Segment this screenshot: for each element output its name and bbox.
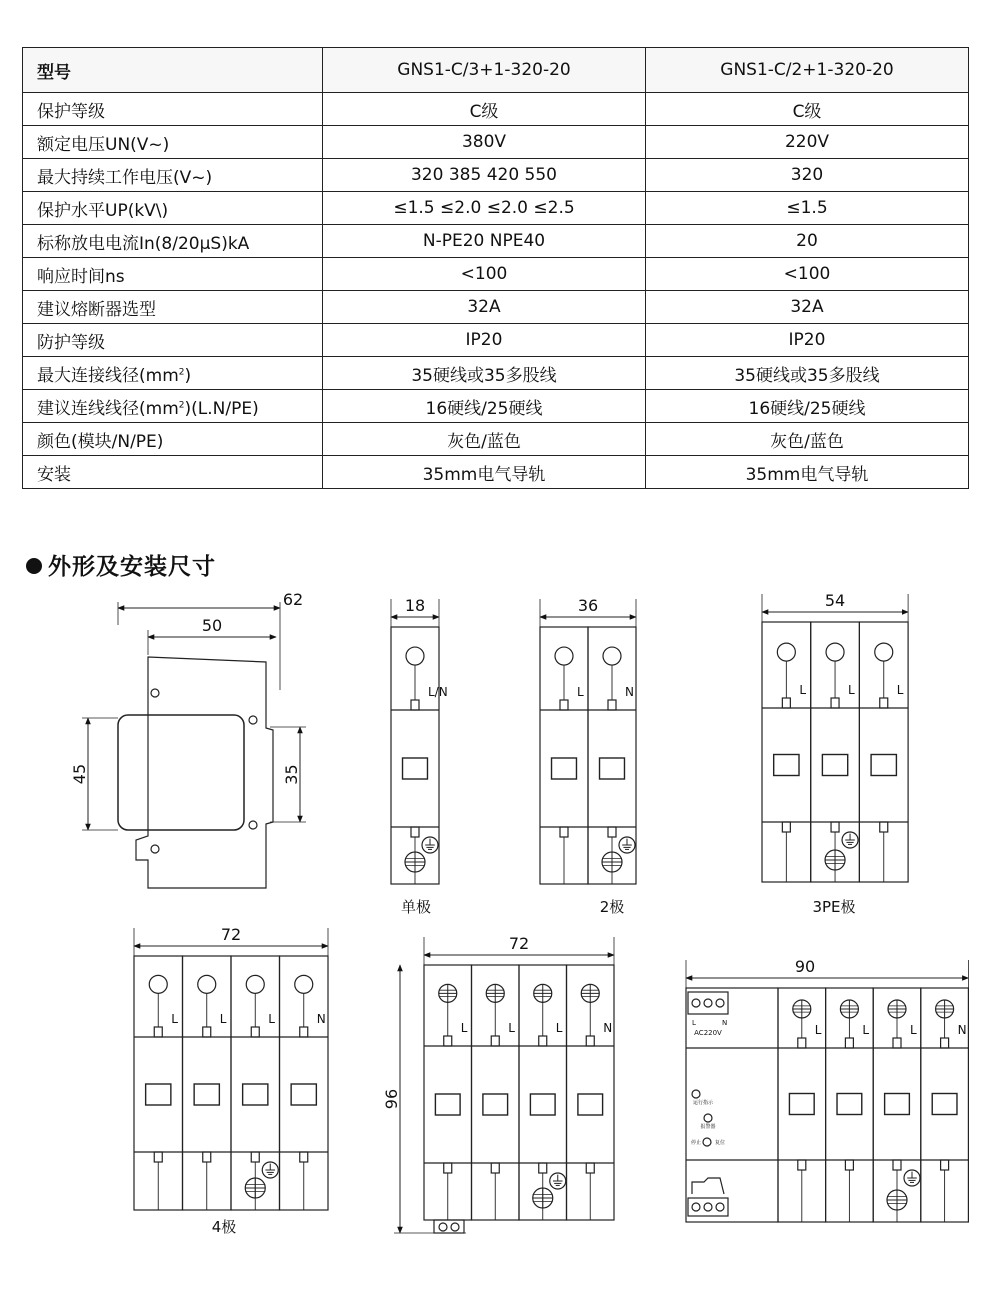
- terminal-label: L: [910, 1023, 917, 1037]
- side-view-drawing: [70, 590, 306, 888]
- header-model-label: 型号: [23, 48, 323, 93]
- terminal-label: L: [268, 1012, 275, 1026]
- module-n-label: N: [722, 1019, 728, 1027]
- row-value-2: 灰色/蓝色: [646, 423, 969, 456]
- row-label-text: ): [184, 365, 192, 386]
- row-value-2: <100: [646, 258, 969, 291]
- row-value-1: 灰色/蓝色: [323, 423, 646, 456]
- terminal-label: L: [555, 1021, 563, 1035]
- row-value-2: 20: [646, 225, 969, 258]
- row-label: 额定电压UN(V~): [23, 126, 323, 159]
- row-label: 安装: [23, 456, 323, 489]
- single-pole-drawing: [391, 596, 448, 916]
- row-value-1: 35mm电气导轨: [323, 456, 646, 489]
- row-value-1: 16硬线/25硬线: [323, 390, 646, 423]
- terminal-label: L: [848, 683, 855, 697]
- led-alarm-label: 报警器: [700, 1124, 716, 1130]
- row-label-text: 建议连线线径(mm: [37, 398, 179, 419]
- monitor-drawing: [686, 957, 968, 1222]
- row-label: 标称放电电流In(8/20μS)kA: [23, 225, 323, 258]
- row-label-text: )(L.N/PE): [184, 398, 259, 419]
- dim-side-body: 50: [201, 616, 223, 635]
- terminal-label: L/N: [428, 685, 448, 699]
- row-value-1: IP20: [323, 324, 646, 357]
- row-value-2: 16硬线/25硬线: [646, 390, 969, 423]
- row-label-text: 最大连接线径(mm: [37, 365, 179, 386]
- row-value-1: <100: [323, 258, 646, 291]
- four-pole-b-drawing: [382, 934, 614, 1233]
- two-pole-drawing-caption: 2极: [599, 898, 625, 916]
- two-pole-drawing: [540, 596, 636, 916]
- btn-stop-label: 停止: [690, 1140, 702, 1146]
- terminal-label: N: [603, 1021, 613, 1035]
- row-label: 保护等级: [23, 93, 323, 126]
- terminal-label: N: [625, 685, 634, 699]
- row-value-1: N-PE20 NPE40: [323, 225, 646, 258]
- dim-monitor: 90: [794, 957, 816, 976]
- module-l-label: L: [692, 1019, 696, 1027]
- module-voltage-label: AC220V: [694, 1029, 722, 1037]
- terminal-label: L: [577, 685, 584, 699]
- row-label: 保护水平UP(kV\): [23, 192, 323, 225]
- three-pe-drawing: [762, 591, 908, 916]
- row-value-2: C级: [646, 93, 969, 126]
- dim-four-pole-b-height: 96: [382, 1088, 401, 1110]
- row-value-1: 380V: [323, 126, 646, 159]
- dim-single: 18: [404, 596, 426, 615]
- row-label: 建议熔断器选型: [23, 291, 323, 324]
- four-pole-drawing-caption: 4极: [211, 1218, 237, 1236]
- dim-two-pole: 36: [577, 596, 599, 615]
- terminal-label: L: [219, 1012, 227, 1026]
- dim-three-pe: 54: [824, 591, 846, 610]
- header-model-2: GNS1-C/2+1-320-20: [646, 48, 969, 93]
- row-label: 响应时间ns: [23, 258, 323, 291]
- header-model-1: GNS1-C/3+1-320-20: [323, 48, 646, 93]
- section-title: 外形及安装尺寸: [48, 554, 216, 580]
- dim-side-height: 45: [70, 763, 89, 785]
- btn-reset-label: 复位: [714, 1140, 726, 1146]
- led-run-label: 运行指示: [692, 1100, 714, 1106]
- dim-four-pole: 72: [220, 925, 242, 944]
- dim-side-rail: 35: [282, 764, 301, 785]
- row-label: 最大持续工作电压(V~): [23, 159, 323, 192]
- terminal-label: L: [896, 683, 904, 697]
- row-value-1: 35硬线或35多股线: [323, 357, 646, 390]
- row-label-sup: 2: [178, 366, 185, 377]
- row-value-1: 32A: [323, 291, 646, 324]
- row-value-2: 220V: [646, 126, 969, 159]
- terminal-label: L: [814, 1023, 822, 1037]
- dim-four-pole-b: 72: [508, 934, 530, 953]
- row-value-1: 320 385 420 550: [323, 159, 646, 192]
- row-value-2: ≤1.5: [646, 192, 969, 225]
- row-label-sup: 2: [178, 399, 185, 410]
- terminal-label: L: [460, 1021, 468, 1035]
- terminal-label: L: [862, 1023, 870, 1037]
- row-label: 颜色(模块/N/PE): [23, 423, 323, 456]
- terminal-label: N: [957, 1023, 967, 1037]
- row-value-2: 35硬线或35多股线: [646, 357, 969, 390]
- terminal-label: L: [799, 683, 807, 697]
- row-label: 防护等级: [23, 324, 323, 357]
- dim-side-total: 62: [282, 590, 304, 609]
- row-value-2: 320: [646, 159, 969, 192]
- terminal-label: N: [316, 1012, 326, 1026]
- single-pole-drawing-caption: 单极: [400, 898, 432, 916]
- row-value-2: IP20: [646, 324, 969, 357]
- three-pe-drawing-caption: 3PE极: [812, 898, 856, 916]
- row-value-2: 32A: [646, 291, 969, 324]
- row-value-1: ≤1.5 ≤2.0 ≤2.0 ≤2.5: [323, 192, 646, 225]
- terminal-label: L: [508, 1021, 515, 1035]
- four-pole-drawing: [134, 925, 328, 1236]
- row-value-2: 35mm电气导轨: [646, 456, 969, 489]
- row-value-1: C级: [323, 93, 646, 126]
- terminal-label: L: [171, 1012, 178, 1026]
